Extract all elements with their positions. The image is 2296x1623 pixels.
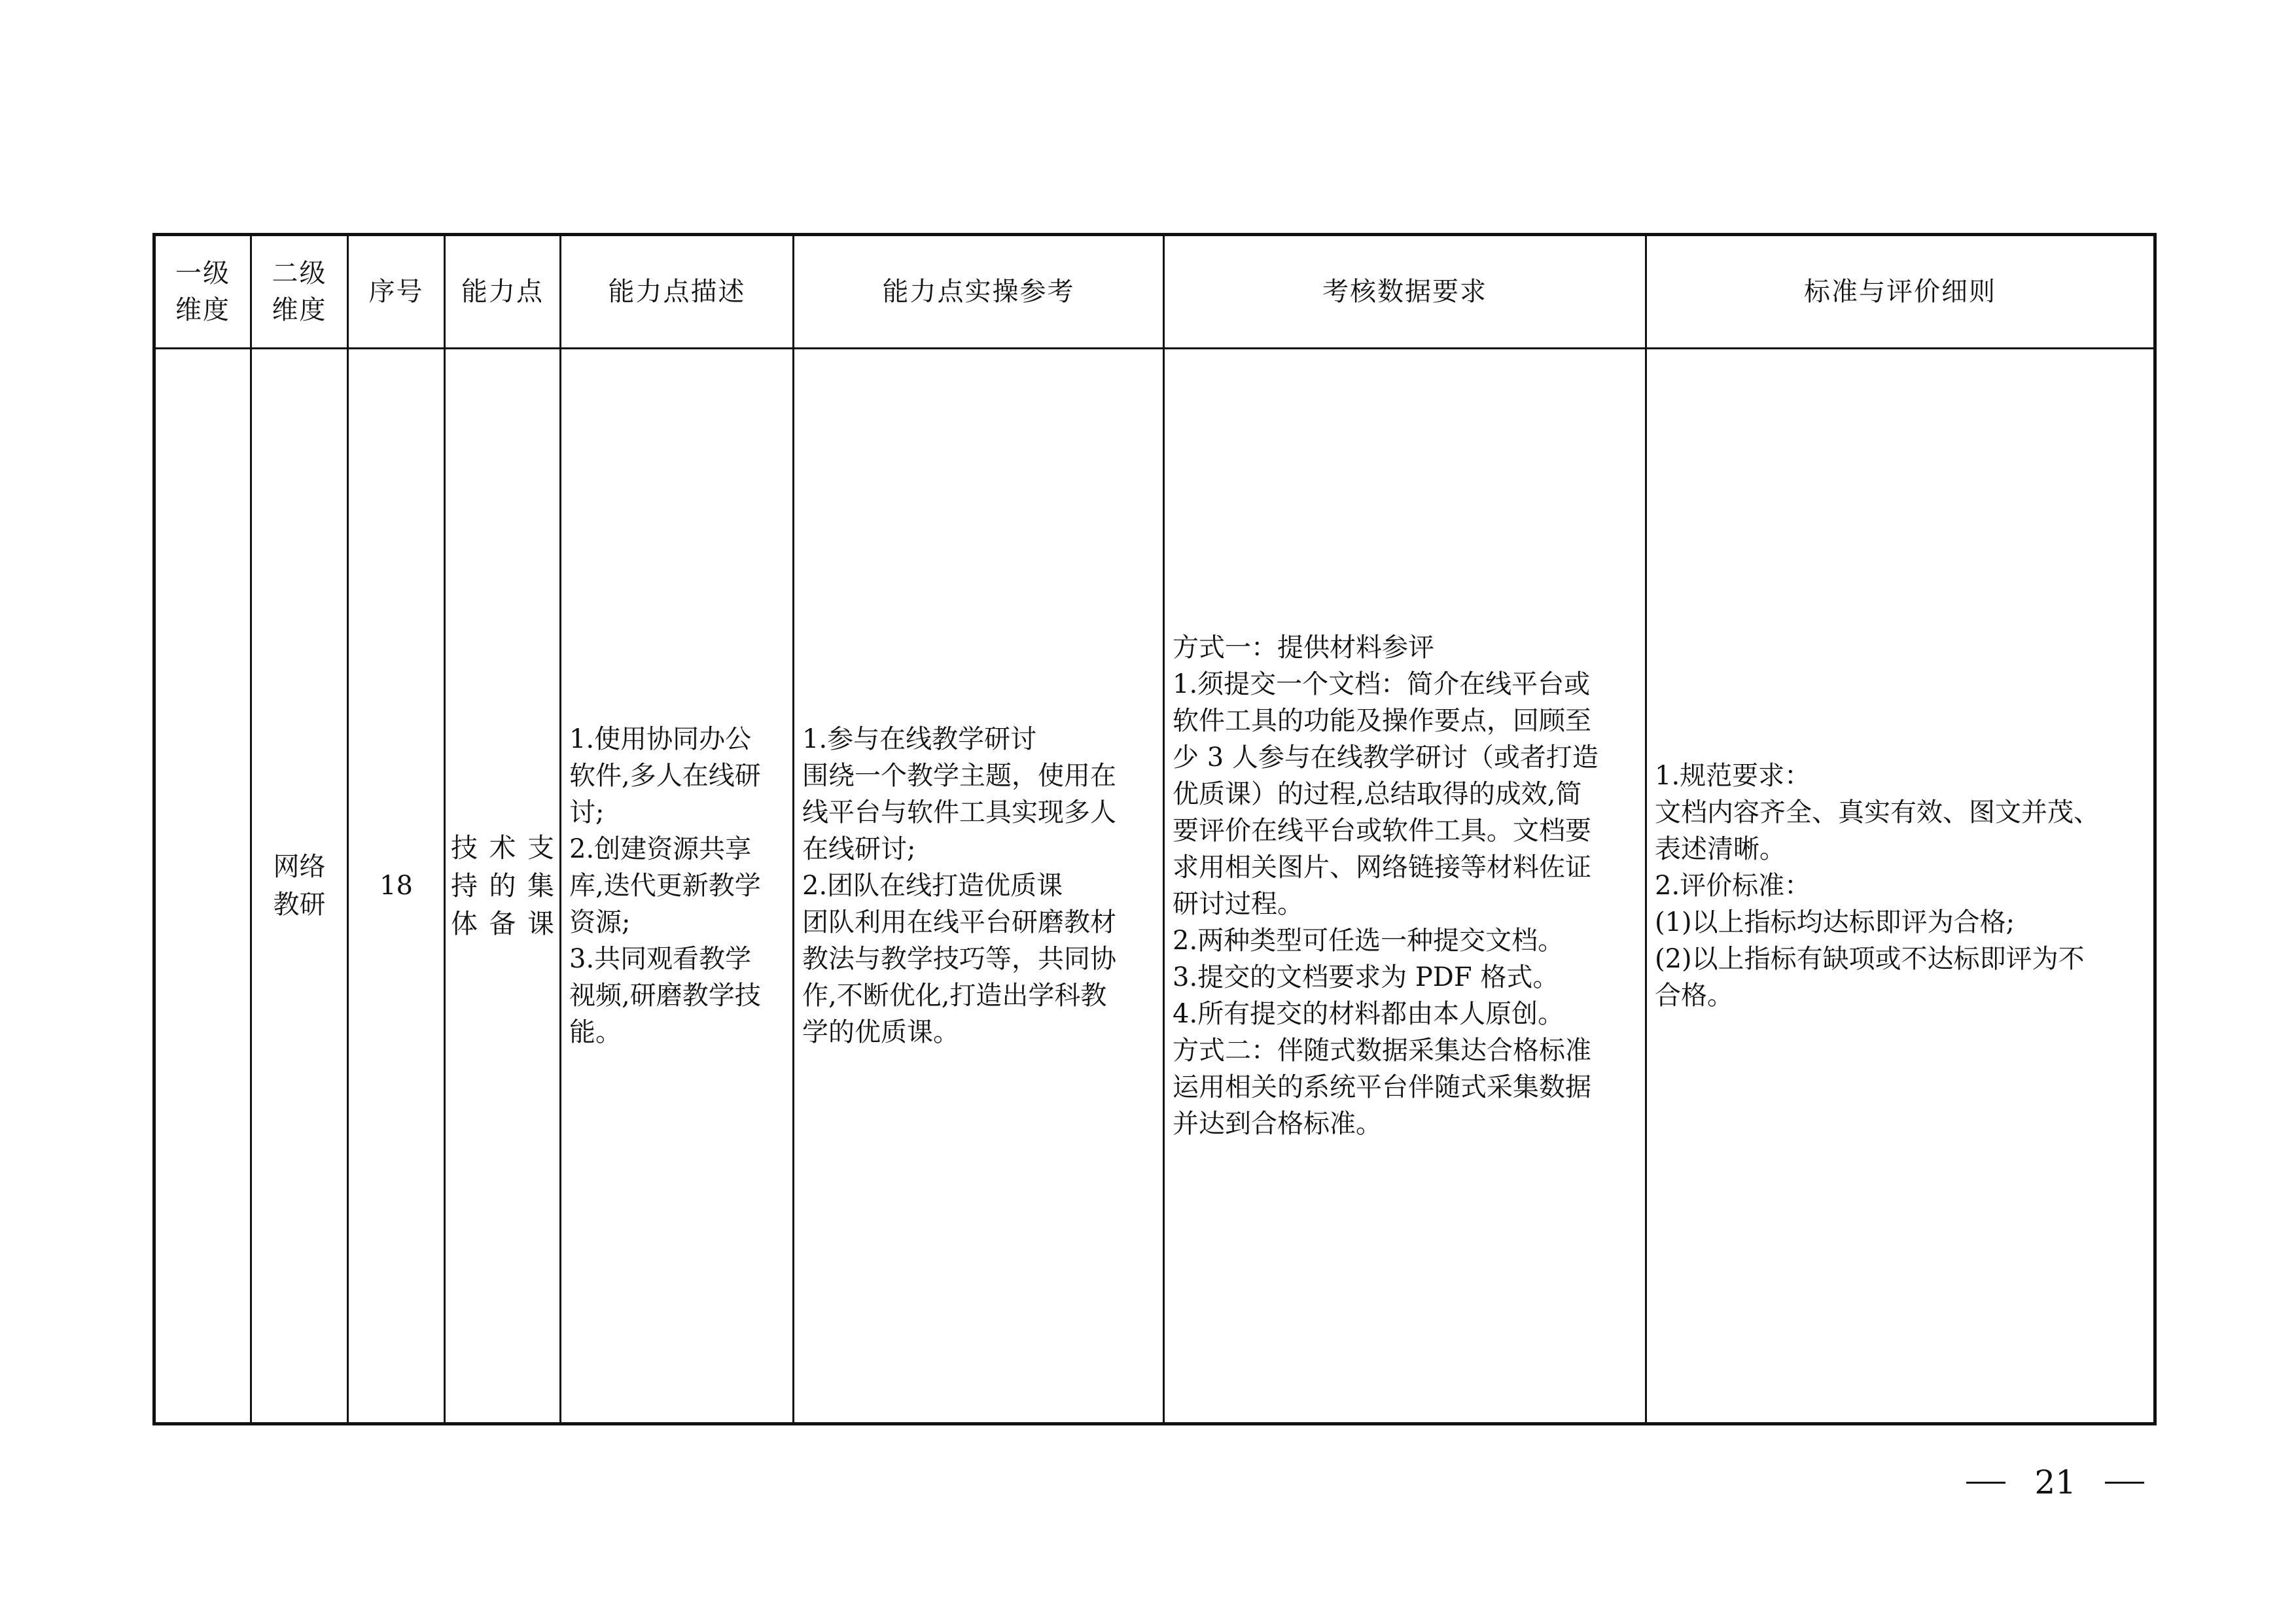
- header-ability-point: 能力点: [445, 235, 561, 349]
- header-evaluation-standard: 标准与评价细则: [1646, 235, 2155, 349]
- page-footer: [1966, 1463, 2144, 1502]
- cell-data-requirement: 方式一：提供材料参评 1.须提交一个文档：简介在线平台或 软件工具的功能及操作要点，回顾至 少 3 人参与在线教学研讨（或者打造 优质课）的过程,总结取得的成效,简 要评价在线平台或软件工具。文档要 求用相关图片、网络链接等材料佐证 研讨过程。 2.两种类型可任选一种提交文档。 3.提交的文档要求为 PDF 格式。 4.所有提交的材料都由本人原创。 方式二：伴随式数据采集达合格标准 运用相关的系统平台伴随式采集数据 并达到合格标准。: [1164, 349, 1646, 1424]
- left-dash: [1966, 1482, 2005, 1484]
- header-data-requirement: 考核数据要求: [1164, 235, 1646, 349]
- cell-ability-description: 1.使用协同办公 软件,多人在线研 讨; 2.创建资源共享 库,迭代更新教学 资源; 3.共同观看教学 视频,研磨教学技 能。: [561, 349, 794, 1424]
- evaluation-table: [152, 233, 2157, 1425]
- right-dash: [2105, 1482, 2144, 1484]
- header-level2-dimension: 二级 维度: [251, 235, 348, 349]
- cell-level2-dimension: 网络 教研: [251, 349, 348, 1424]
- table-header-row: [154, 235, 2155, 349]
- page-number: 21: [2034, 1463, 2076, 1501]
- cell-number: 18: [348, 349, 445, 1424]
- header-ability-description: 能力点描述: [561, 235, 794, 349]
- cell-practice-reference: 1.参与在线教学研讨 围绕一个教学主题，使用在 线平台与软件工具实现多人 在线研讨; 2.团队在线打造优质课 团队利用在线平台研磨教材 教法与教学技巧等，共同协 作,不断优化,打造出学科教 学的优质课。: [794, 349, 1164, 1424]
- cell-ability-point: 技术支 持的集 体备课: [445, 349, 561, 1424]
- cell-evaluation-standard: 1.规范要求： 文档内容齐全、真实有效、图文并茂、 表述清晰。 2.评价标准： (1)以上指标均达标即评为合格; (2)以上指标有缺项或不达标即评为不 合格。: [1646, 349, 2155, 1424]
- header-level1-dimension: 一级 维度: [154, 235, 251, 349]
- table-row: [154, 349, 2155, 1424]
- header-practice-reference: 能力点实操参考: [794, 235, 1164, 349]
- header-number: 序号: [348, 235, 445, 349]
- cell-level1-dimension: [154, 349, 251, 1424]
